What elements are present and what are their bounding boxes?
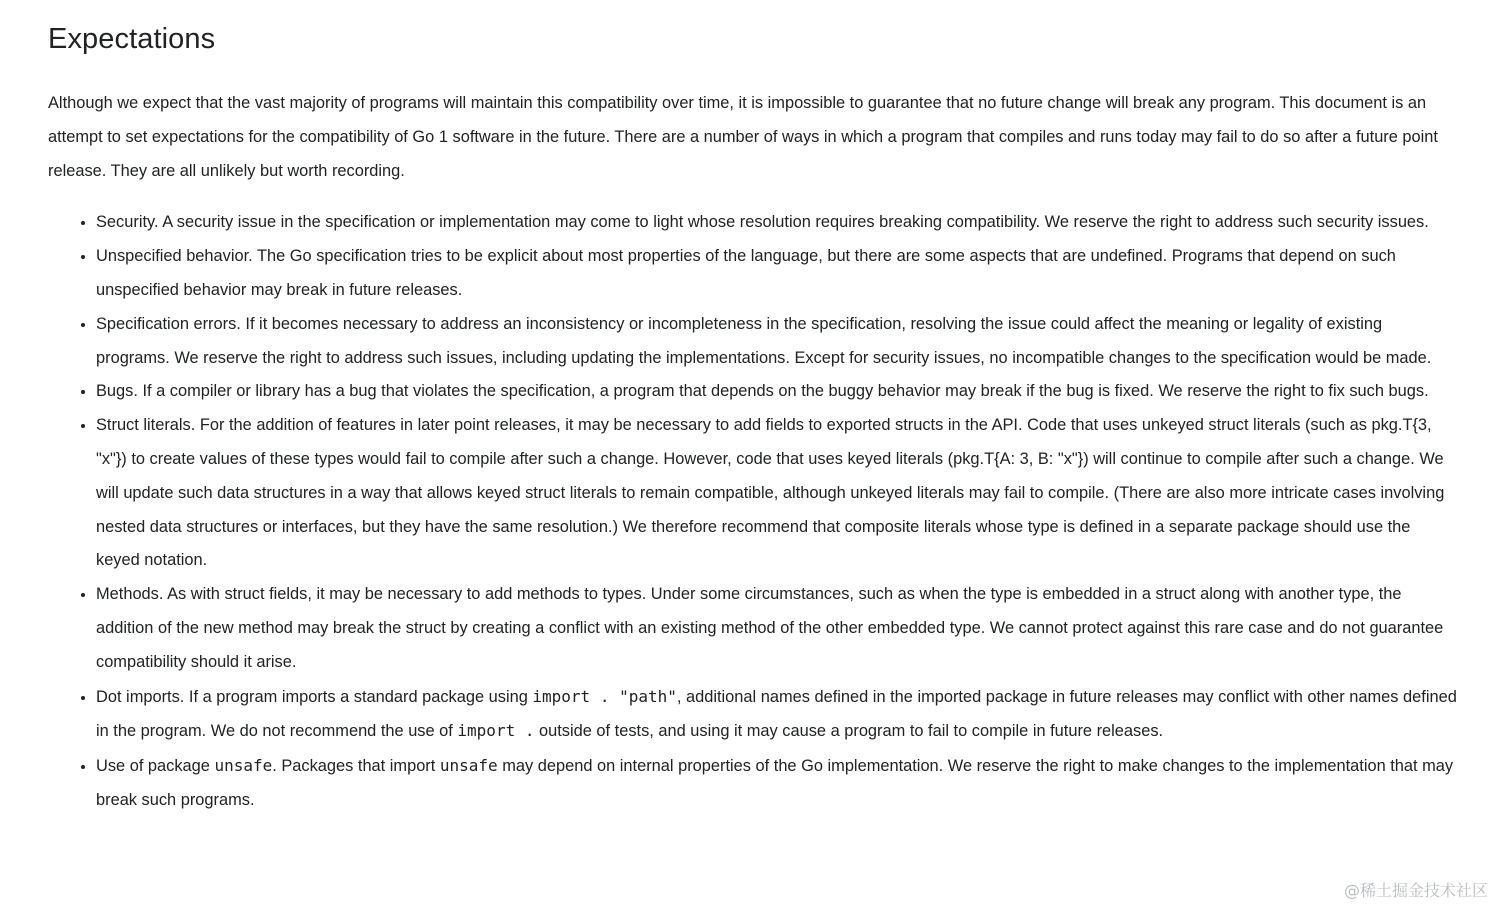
list-item-text: may depend on internal properties of the Go implementation. We reserve the right to make changes to the implementation that may break such programs. [96,757,1454,809]
list-item-text: outside of tests, and using it may cause a program to fail to compile in future releases. [534,722,1164,741]
list-item-struct-literals [96,409,1458,578]
list-item-security [96,206,1458,240]
list-item-text: Struct literals. For the addition of features in later point releases, it may be necessary to add fields to exported structs in the API. Code that uses unkeyed struct literals (such as pkg.T{3, "x"}) to create values of these types would fail to compile after such a change. However, code that uses keyed literals (pkg.T{A: 3, B: "x"}) will continue to compile after such a change. We will update such data structures in a way that allows keyed struct literals to remain compatible, although unkeyed literals may fail to compile. (There are also more intricate cases involving nested data structures or interfaces, but they have the same resolution.) We therefore recommend that composite literals whose type is defined in a separate package should use the keyed notation. [96,416,1445,570]
list-item-text: Bugs. If a compiler or library has a bug that violates the specification, a program that depends on the buggy behavior may break if the bug is fixed. We reserve the right to fix such bugs. [96,382,1429,401]
list-item-text: Security. A security issue in the specification or implementation may come to light whose resolution requires breaking compatibility. We reserve the right to address such security issues. [96,213,1429,232]
list-item-text: Unspecified behavior. The Go specification tries to be explicit about most properties of the language, but there are some aspects that are undefined. Programs that depend on such unspecified behavior may break in future releases. [96,247,1396,299]
section-heading: Expectations [48,23,216,55]
intro-paragraph: Although we expect that the vast majority of programs will maintain this compatibility over time, it is impossible to guarantee that no future change will break any program. This document is an attempt to set expectations for the compatibility of Go 1 software in the future. There are a number of ways in which a program that compiles and runs today may fail to do so after a future point release. They are all unlikely but worth recording. [48,94,1438,180]
list-item-text: Dot imports. If a program imports a standard package using [96,687,533,706]
list-item-unspecified-behavior [96,240,1458,308]
list-item-unsafe [96,749,1458,818]
inline-code: unsafe [439,756,498,776]
list-item-bugs [96,375,1458,409]
list-item-specification-errors [96,308,1458,376]
inline-code: unsafe [214,756,273,776]
list-item-methods [96,578,1458,679]
inline-code: import . "path" [532,686,677,706]
list-item-text: , additional names defined in the imported package in future releases may conflict with other names defined in the program. We do not recommend the use of [96,687,1457,741]
list-item-dot-imports [96,680,1458,750]
watermark: @稀土掘金技术社区 [1343,881,1488,900]
inline-code: import . [457,721,535,741]
list-item-text: Methods. As with struct fields, it may be necessary to add methods to types. Under some circumstances, such as when the type is embedded in a struct along with another type, the addition of the new method may break the struct by creating a conflict with an existing method of the other embedded type. We cannot protect against this rare case and do not guarantee compatibility should it arise. [96,585,1444,671]
list-item-text: Use of package [96,757,215,776]
document-body [48,0,1458,818]
list-item-text: Specification errors. If it becomes necessary to address an inconsistency or incompleteness in the specification, resolving the issue could affect the meaning or legality of existing programs. We reserve the right to address such issues, including updating the implementations. Except for security issues, no incompatible changes to the specification would be made. [96,314,1432,367]
expectations-list [48,206,1458,817]
list-item-text: . Packages that import [272,757,440,776]
